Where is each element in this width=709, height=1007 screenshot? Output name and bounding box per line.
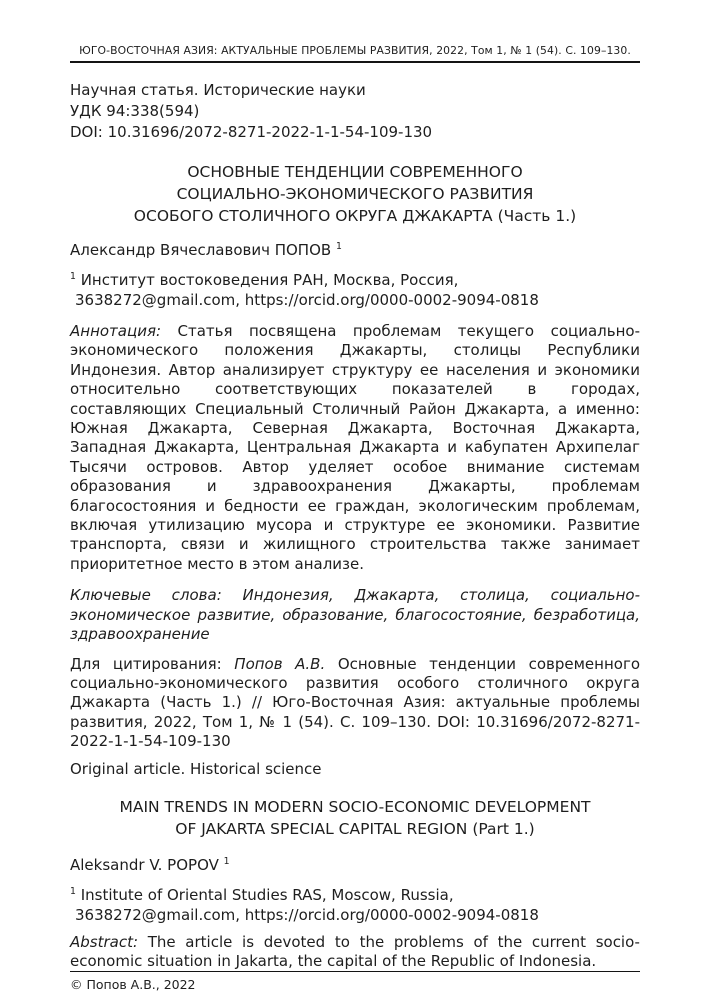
affiliation-ru-line-2: 3638272@gmail.com, https://orcid.org/0000-0002-9094-0818 [75,291,539,309]
abstract-en [70,933,640,972]
author-marker-en: 1 [223,855,230,867]
article-title-ru [70,161,640,227]
affiliation-ru-line-1: Институт востоковедения РАН, Москва, Россия, [80,271,459,289]
affiliation-ru [70,270,640,310]
footer-rule [70,971,640,972]
article-type-en: Original article. Historical science [70,759,322,778]
article-type-ru: Научная статья. Исторические науки [70,81,366,99]
article-meta-ru [70,80,640,143]
header-rule [70,61,640,63]
journal-running-head: ЮГО-ВОСТОЧНАЯ АЗИЯ: АКТУАЛЬНЫЕ ПРОБЛЕМЫ РАЗВИТИЯ, 2022, Том 1, № 1 (54). С. 109–130. [79,44,631,57]
citation-ru-text: Основные тенденции современного социально-экономического развития особого столичного округа Джакарта (Часть 1.) // Юго-Восточная Азия: актуальные проблемы развития, 2022, Том 1, № 1 (54). С. 109–130. DOI: 10.31696/2072-8271-2022-1-1-54-109-130 [70,654,641,751]
affiliation-en-line-1: Institute of Oriental Studies RAS, Moscow, Russia, [80,885,454,904]
citation-ru-label: Для цитирования: [70,654,222,673]
affiliation-marker-ru: 1 [70,271,76,282]
article-title-en [70,796,640,840]
title-ru-line-2: СОЦИАЛЬНО-ЭКОНОМИЧЕСКОГО РАЗВИТИЯ [176,185,534,203]
affiliation-en [70,885,640,925]
affiliation-marker-en: 1 [70,885,76,897]
citation-ru-author: Попов А.В. [234,654,326,673]
title-ru-line-1: ОСНОВНЫЕ ТЕНДЕНЦИИ СОВРЕМЕННОГО [187,163,523,181]
author-line-ru [70,241,640,260]
author-marker-ru: 1 [335,241,342,252]
copyright-line: © Попов А.В., 2022 [70,977,196,993]
page-footer [70,971,640,993]
abstract-ru [70,322,640,574]
author-name-ru: Александр Вячеславович ПОПОВ [70,241,332,259]
title-en-line-2: OF JAKARTA SPECIAL CAPITAL REGION (Part 1.) [175,819,535,838]
doi-number: DOI: 10.31696/2072-8271-2022-1-1-54-109-130 [70,123,433,141]
udc-number: УДК 94:338(594) [70,102,200,120]
title-en-line-1: MAIN TRENDS IN MODERN SOCIO-ECONOMIC DEVELOPMENT [119,797,591,816]
title-ru-line-3: ОСОБОГО СТОЛИЧНОГО ОКРУГА ДЖАКАРТА (Часть 1.) [133,207,577,225]
citation-ru [70,655,640,752]
keywords-ru-text: Индонезия, Джакарта, столица, социально-экономическое развитие, образование, благосостояние, безработица, здравоохранение [70,586,640,644]
affiliation-en-line-2: 3638272@gmail.com, https://orcid.org/0000-0002-9094-0818 [75,905,539,924]
abstract-en-text: The article is devoted to the problems of the current socio-economic situation in Jakarta, the capital of the Republic of Indonesia. [70,932,640,970]
keywords-ru [70,586,640,644]
abstract-ru-label: Аннотация: [70,322,162,340]
author-name-en: Aleksandr V. POPOV [70,855,219,874]
abstract-en-label: Abstract: [70,932,139,951]
author-line-en [70,856,640,875]
keywords-ru-label: Ключевые слова: [70,586,222,605]
abstract-ru-text: Статья посвящена проблемам текущего социально-экономического положения Джакарты, столицы Республики Индонезия. Автор анализирует структуру ее населения и экономики относительно соответствующих показателей в городах, составляющих Специальный Столичный Район Джакарта, а именно: Южная Джакарта, Северная Джакарта, Восточная Джакарта, Западная Джакарта, Центральная Джакарта и кабупатен Архипелаг Тысячи островов. Автор уделяет особое внимание системам образования и здравоохранения Джакарты, проблемам благосостояния и бедности ее граждан, экологическим проблемам, включая утилизацию мусора и структуре ее экономики. Развитие транспорта, связи и жилищного строительства также занимает приоритетное место в этом анализе. [70,322,640,573]
